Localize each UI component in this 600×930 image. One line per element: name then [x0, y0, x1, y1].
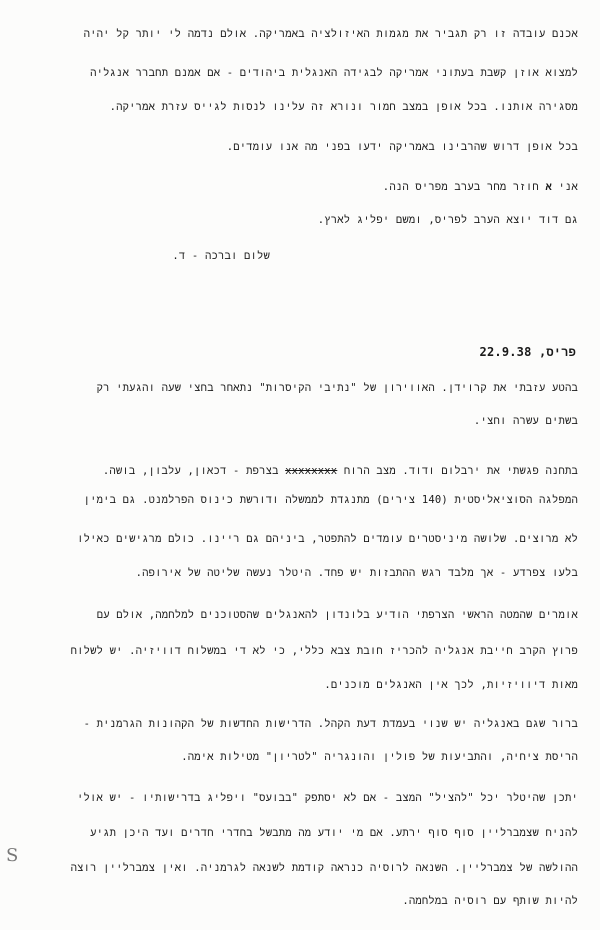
text-fragment: אני: [551, 181, 578, 193]
text-fragment: בצרפת - דכאון, עלבון, בושה.: [102, 465, 286, 477]
text-line: ברור שגם באנגליה יש שנוי בעמדת דעת הקהל. הדרישות החדשות של הקהונות הגרמנית -: [83, 718, 578, 730]
text-line: הריסת ציחיה, והתביעות של פולין והונגריה "לטריון" מטילות אימה.: [181, 751, 578, 763]
text-line: להניח שצמברליין סוף סוף ירתע. אם מי יודע מה מתבשל בחדרי חדרים ועד היכן תגיע: [90, 827, 578, 839]
text-line: מסגירה אותנו. בכל אופן במצב חמור ונורא זה עלינו לנסות לגייס עזרת אמריקה.: [109, 101, 578, 113]
handwritten-mark: א: [545, 181, 552, 193]
margin-mark: S: [6, 845, 17, 866]
text-line: למצוא אוזן קשבת בעתוני אמריקה לבגידה האנגלית ביהודים - אם אמנם תחברר אנגליה: [90, 67, 578, 79]
text-line: גם דוד יוצא הערב לפריס, ומשם יפליג לארץ.: [317, 214, 578, 226]
signature-line: שלום וברכה - ד.: [172, 250, 270, 262]
text-line: מאות דיוויזיות, לכך אין האנגלים מוכנים.: [324, 679, 578, 691]
text-line: בשתים עשרה וחצי.: [473, 415, 578, 427]
text-line: אומרים שהמטה הראשי הצרפתי הודיע בלונדון להאנגלים שהסטוכנים למלחמה, אולם עם: [96, 609, 578, 621]
text-line: בלעו צפרדע - אך מלבד רגש ההתבזות יש פחד. היטלר נעשה שליטה של אירופה.: [135, 567, 578, 579]
text-line: להיות שותף עם רוסיה במלחמה.: [402, 895, 578, 907]
struck-text: xxxxxxxx: [285, 465, 338, 477]
text-line: אכנם עובדה זו רק תגביר את מגמות האיזולציה באמריקה. אולם נדמה לי יותר קל יהיה: [83, 28, 578, 40]
text-line: [383, 180, 578, 194]
text-line: ההולשה של צמברליין. השנאה לרוסיה כנראה קודמת לשנאה לגרמניה. ואין צמברליין רוצה: [70, 862, 578, 874]
text-line: לא מרוצים. שלושה מיניסטרים עומדים להתפטר, ביניהם גם ריינו. כולם מרגישים כאילו: [77, 533, 578, 545]
text-line: יתכן שהיטלר יכל "להציל" המצב - אם לא יסתפק "בבועס" ויפליג בדרישותיו - יש אולי: [77, 792, 578, 804]
text-line: המפלגה הסוציאליסטית (140 צירים) מתנגדת לממשלה ודורשת כינוס הפרלמנט. גם בימין: [83, 494, 578, 506]
text-fragment: בתחנה פגשתי את ירבלום ודוד. מצב הרוח: [337, 465, 578, 477]
text-line: פרוץ הקרב חייבת אנגליה להכריז חובת צבא כללי, כי לא די במשלוח דוויזיה. יש לשלוח: [70, 645, 578, 657]
text-line: [103, 464, 578, 478]
date-heading: פריס, 22.9.38: [479, 345, 576, 359]
text-fragment: חוזר מחר בערב מפריס הנה.: [382, 181, 546, 193]
text-line: בכל אופן דרוש שהרבינו באמריקה ידעו בפני מה אנו עומדים.: [226, 141, 578, 153]
text-line: בהטע עזבתי את קרוידן. האווירון של "נתיבי הקיסרות" נתאחר בחצי שעה והגעתי רק: [96, 382, 578, 394]
